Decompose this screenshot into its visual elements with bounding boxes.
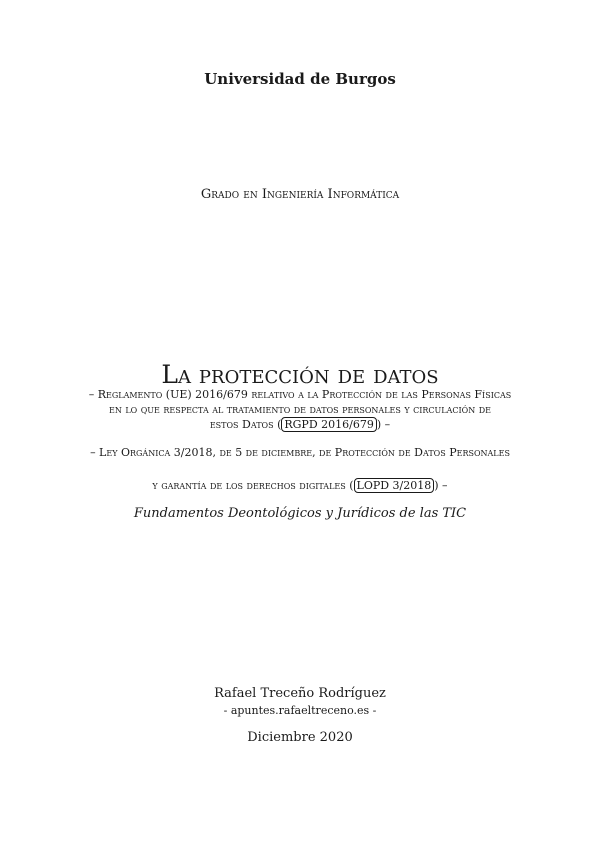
rgpd-link[interactable]: RGPD 2016/679 (281, 417, 376, 432)
lopd-link[interactable]: LOPD 3/2018 (354, 478, 435, 493)
author-website: - apuntes.rafaeltreceno.es - (223, 704, 377, 717)
law-line-2-suffix: ) – (434, 479, 448, 492)
university-name: Universidad de Burgos (204, 70, 396, 88)
regulation-line-1: – Reglamento (UE) 2016/679 relativo a la Protección de las Personas Físicas (88, 388, 512, 401)
degree-name: Grado en Ingeniería Informática (200, 187, 400, 202)
law-line-2-prefix: y garantía de los derechos digitales ( (152, 479, 354, 492)
regulation-line-3-suffix: ) – (376, 418, 391, 431)
course-subject: Fundamentos Deontológicos y Jurídicos de las TIC (133, 506, 467, 521)
regulation-line-2: en lo que respecta al tratamiento de datos personales y circulación de (109, 403, 491, 416)
law-line-2 (0, 479, 600, 493)
publication-date: Diciembre 2020 (247, 730, 353, 745)
author-name: Rafael Treceño Rodríguez (214, 686, 386, 701)
regulation-line-3 (0, 418, 600, 432)
regulation-line-3-prefix: estos Datos ( (209, 418, 282, 431)
law-line-1: – Ley Orgánica 3/2018, de 5 de diciembre, de Protección de Datos Personales (90, 446, 510, 459)
document-title: La protección de datos (161, 360, 439, 389)
